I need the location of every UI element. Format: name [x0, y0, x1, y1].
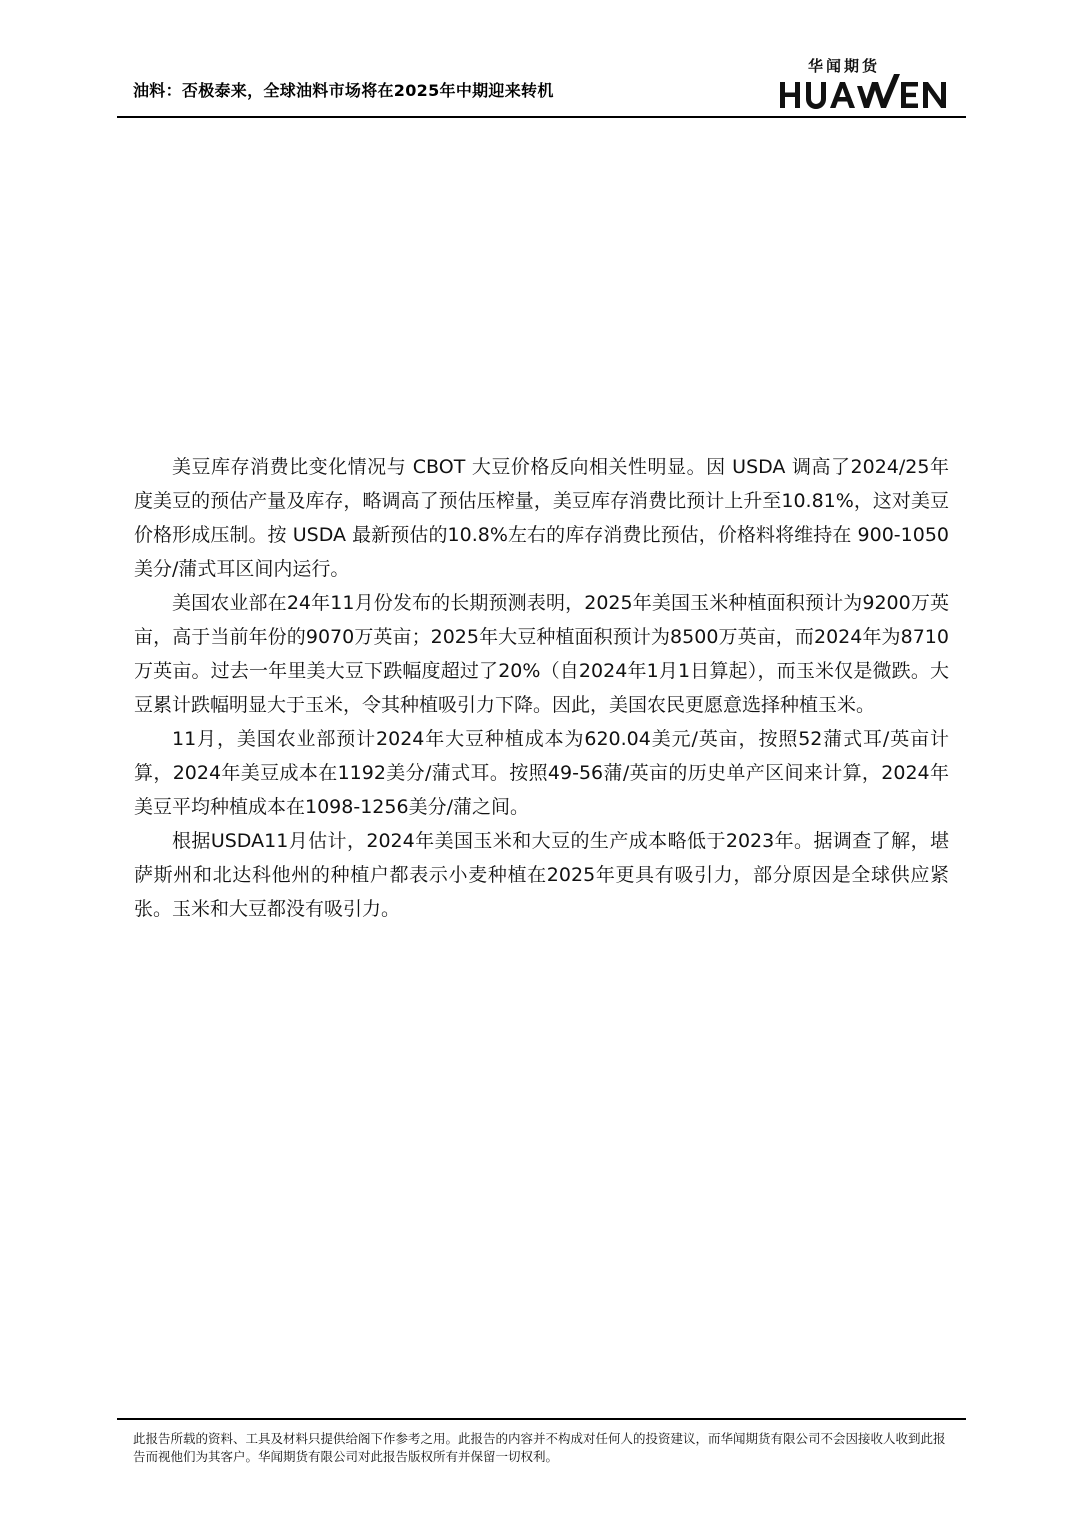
page-header [117, 52, 966, 118]
logo-wordmark [778, 72, 948, 110]
paragraph-acreage-forecast: 美国农业部在24年11月份发布的长期预测表明，2025年美国玉米种植面积预计为9200万英亩，高于当前年份的9070万英亩；2025年大豆种植面积预计为8500万英亩，而2024年为8710万英亩。过去一年里美大豆下跌幅度超过了20%（自2024年1月1日算起），而玉米仅是微跌。大豆累计跌幅明显大于玉米，令其种植吸引力下降。因此，美国农民更愿意选择种植玉米。 [134, 592, 949, 716]
footer-divider [117, 1418, 966, 1420]
disclaimer-text: 此报告所载的资料、工具及材料只提供给阁下作参考之用。此报告的内容并不构成对任何人的投资建议，而华闻期货有限公司不会因接收人收到此报告而视他们为其客户。华闻期货有限公司对此报告版权所有并保留一切权利。 [133, 1431, 946, 1464]
header-divider [117, 116, 966, 118]
logo-chinese-name: 华闻期货 [808, 57, 881, 75]
report-title: 油料：否极泰来，全球油料市场将在2025年中期迎来转机 [133, 81, 554, 100]
paragraph-planting-cost: 11月，美国农业部预计2024年大豆种植成本为620.04美元/英亩，按照52蒲式耳/英亩计算，2024年美豆成本在1192美分/蒲式耳。按照49-56蒲/英亩的历史单产区间来计算，2024年美豆平均种植成本在1098-1256美分/蒲之间。 [134, 728, 949, 818]
page-footer [117, 1418, 966, 1466]
paragraph-production-cost: 根据USDA11月估计，2024年美国玉米和大豆的生产成本略低于2023年。据调查了解，堪萨斯州和北达科他州的种植户都表示小麦种植在2025年更具有吸引力，部分原因是全球供应紧张。玉米和大豆都没有吸引力。 [134, 830, 949, 920]
huawen-logo [778, 55, 948, 111]
report-body [134, 450, 949, 926]
paragraph-inventory-ratio: 美豆库存消费比变化情况与 CBOT 大豆价格反向相关性明显。因 USDA 调高了2024/25年度美豆的预估产量及库存，略调高了预估压榨量，美豆库存消费比预计上升至10.81%，这对美豆价格形成压制。按 USDA 最新预估的10.8%左右的库存消费比预估，价格料将维持在 900-1050 美分/蒲式耳区间内运行。 [134, 456, 949, 580]
